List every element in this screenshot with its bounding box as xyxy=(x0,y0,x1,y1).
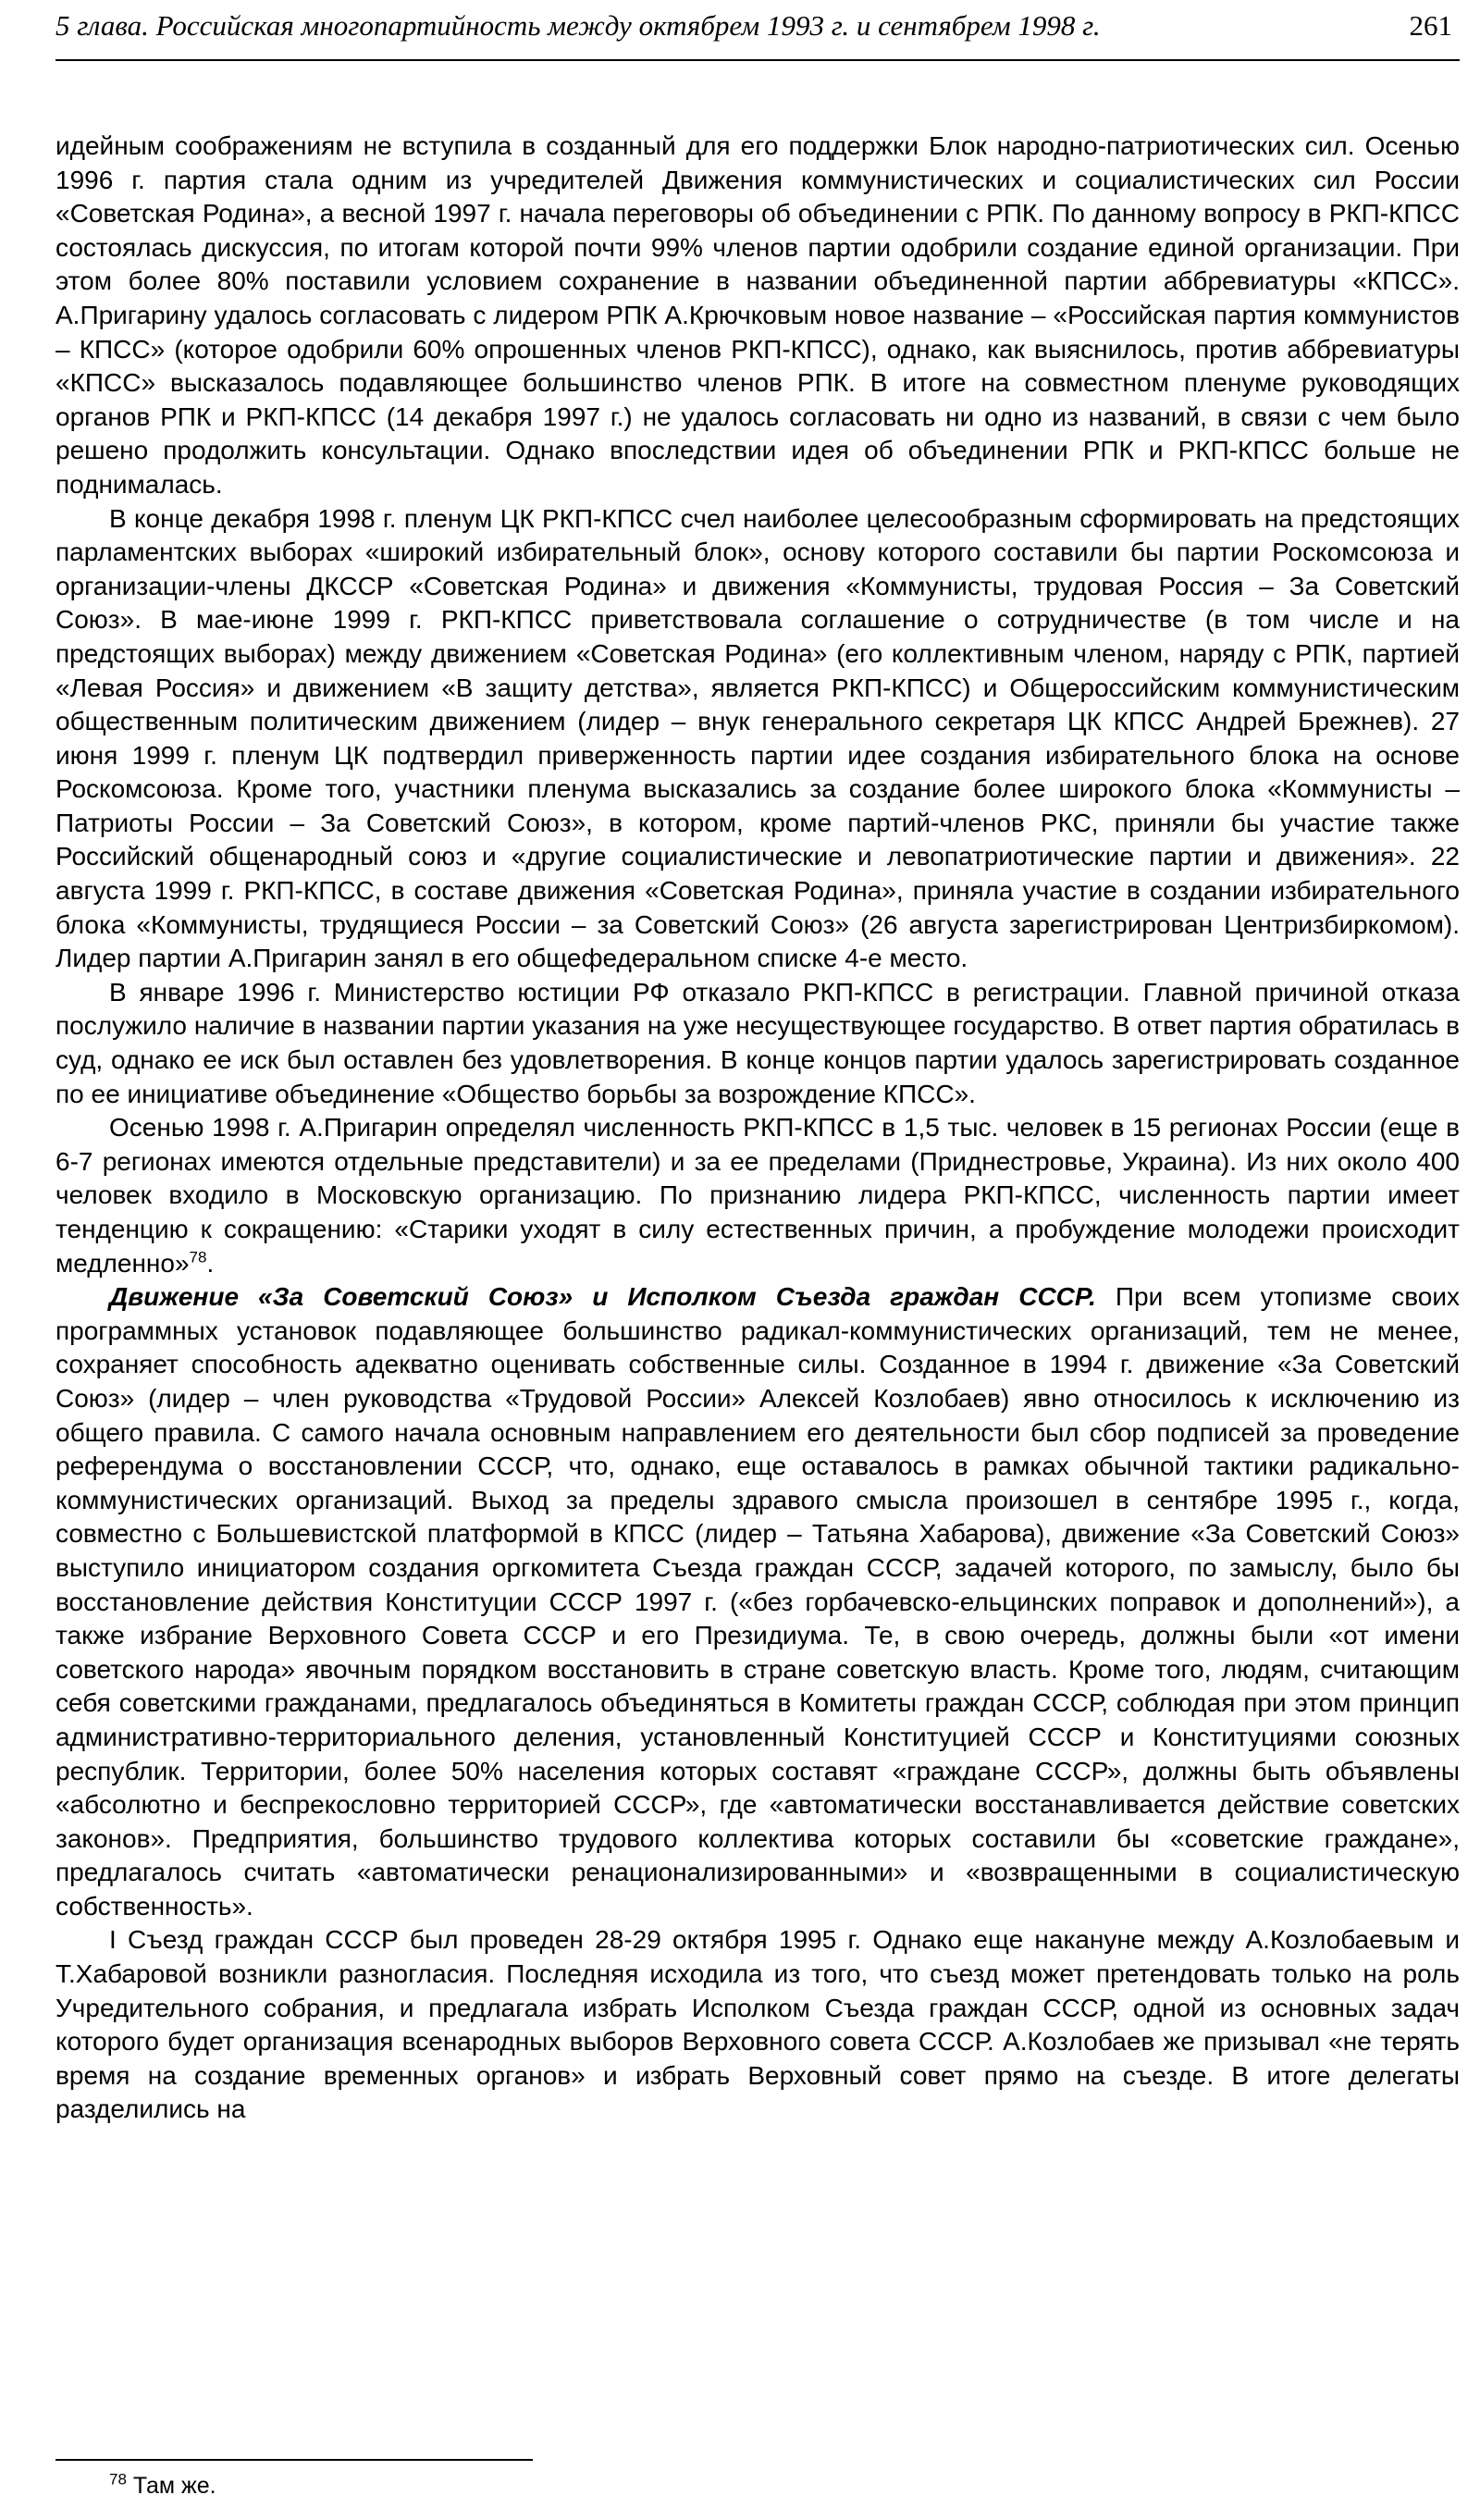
footnote-number: 78 xyxy=(109,2470,127,2489)
footnote xyxy=(109,2470,216,2501)
page-number: 261 xyxy=(1409,9,1452,42)
paragraph-6: I Съезд граждан СССР был проведен 28-29 октября 1995 г. Однако еще накануне между А.Козлобаевым и Т.Хабаровой возникли разногласия. Последняя исходила из того, что съезд может претендовать только на роль Учредительного собрания, и предлагала избрать Исполком Съезда граждан СССР, одной из основных задач которого будет организация всенародных выборов Верховного совета СССР. А.Козлобаев же призывал «не терять время на создание временных органов» и избрать Верховный совет прямо на съезде. В итоге делегаты разделились на xyxy=(56,1925,1460,2124)
running-header xyxy=(56,7,1460,61)
paragraph-3: В январе 1996 г. Министерство юстиции РФ отказало РКП-КПСС в регистрации. Главной причиной отказа послужило наличие в названии партии указания на уже несуществующее государство. В ответ партия обратилась в суд, однако ее иск был оставлен без удовлетворения. В конце концов партии удалось зарегистрировать созданное по ее инициативе объединение «Общество борьбы за возрождение КПСС». xyxy=(56,977,1460,1108)
paragraph-4-end: . xyxy=(206,1248,215,1278)
paragraph-4 xyxy=(56,1111,1460,1280)
footnote-separator xyxy=(56,2459,533,2461)
paragraph-4-text: Осенью 1998 г. А.Пригарин определял численность РКП-КПСС в 1,5 тыс. человек в 15 регионах России (еще в 6-7 регионах имеются отдельные представители) и за ее пределами (Приднестровье, Украина). Из них около 400 человек входило в Московскую организацию. По признанию лидера РКП-КПСС, численность партии имеет тенденцию к сокращению: «Старики уходят в силу естественных причин, а пробуждение молодежи происходит медленно» xyxy=(56,1113,1460,1278)
footnote-reference[interactable]: 78 xyxy=(189,1248,207,1266)
paragraph-1: идейным соображениям не вступила в созданный для его поддержки Блок народно-патриотических сил. Осенью 1996 г. партия стала одним из учредителей Движения коммунистических и социалистических сил России «Советская Родина», а весной 1997 г. начала переговоры об объединении с РПК. По данному вопросу в РКП-КПСС состоялась дискуссия, по итогам которой почти 99% членов партии одобрили создание единой организации. При этом более 80% поставили условием сохранение в названии объединенной партии аббревиатуры «КПСС». А.Пригарину удалось согласовать с лидером РПК А.Крючковым новое название – «Российская партия коммунистов – КПСС» (которое одобрили 60% опрошенных членов РКП-КПСС), однако, как выяснилось, против аббревиатуры «КПСС» высказалось подавляющее большинство членов РПК. В итоге на совместном пленуме руководящих органов РПК и РКП-КПСС (14 декабря 1997 г.) не удалось согласовать ни одно из названий, в связи с чем было решено продолжить консультации. Однако впоследствии идея об объединении РПК и РКП-КПСС больше не поднималась. xyxy=(56,131,1460,499)
paragraph-5 xyxy=(56,1280,1460,1923)
paragraph-5-text: При всем утопизме своих программных установок подавляющее большинство радикал-коммунистических организаций, тем не менее, сохраняет способность адекватно оценивать собственные силы. Созданное в 1994 г. движение «За Советский Союз» (лидер – член руководства «Трудовой России» Алексей Козлобаев) явно относилось к исключению из общего правила. С самого начала основным направлением его деятельности был сбор подписей за проведение референдума о восстановлении СССР, что, однако, еще оставалось в рамках обычной тактики радикально-коммунистических организаций. Выход за пределы здравого смысла произошел в сентябре 1995 г., когда, совместно с Большевистской платформой в КПСС (лидер – Татьяна Хабарова), движение «За Советский Союз» выступило инициатором создания оргкомитета Съезда граждан СССР, задачей которого, по замыслу, было бы восстановление действия Конституции СССР 1997 г. («без горбачевско-ельцинских поправок и дополнений»), а также избрание Верховного Совета СССР и его Президиума. Те, в свою очередь, должны были «от имени советского народа» явочным порядком восстановить в стране советскую власть. Кроме того, людям, считающим себя советскими гражданами, предлагалось объединяться в Комитеты граждан СССР, соблюдая при этом принцип административно-территориального деления, установленный Конституцией СССР и Конституциями союзных республик. Территории, более 50% населения которых составят «граждане СССР», должны быть объявлены «абсолютно и беспрекословно территорией СССР», где «автоматически восстанавливается действие советских законов». Предприятия, большинство трудового коллектива которых составили бы «советские граждане», предлагалось считать «автоматически ренационализированными» и «возвращенными в социалистическую собственность». xyxy=(56,1282,1461,1921)
chapter-title: 5 глава. Российская многопартийность между октябрем 1993 г. и сентябрем 1998 г. xyxy=(56,9,1101,42)
body-text xyxy=(56,130,1460,2127)
paragraph-2: В конце декабря 1998 г. пленум ЦК РКП-КПСС счел наиболее целесообразным сформировать на предстоящих парламентских выборах «широкий избирательный блок», основу которого составили бы партии Роскомсоюза и организации-члены ДКССР «Советская Родина» и движения «Коммунисты, трудовая Россия – За Советский Союз». В мае-июне 1999 г. РКП-КПСС приветствовала соглашение о сотрудничестве (в том числе и на предстоящих выборах) между движением «Советская Родина» (его коллективным членом, наряду с РПК, партией «Левая Россия» и движением «В защиту детства», является РКП-КПСС) и Общероссийским коммунистическим общественным политическим движением (лидер – внук генерального секретаря ЦК КПСС Андрей Брежнев). 27 июня 1999 г. пленум ЦК подтвердил приверженность партии идее создания избирательного блока на основе Роскомсоюза. Кроме того, участники пленума высказались за создание более широкого блока «Коммунисты – Патриоты России – За Советский Союз», в котором, кроме партий-членов РКС, приняли бы участие также Российский общенародный союз и «другие социалистические и левопатриотические партии и движения». 22 августа 1999 г. РКП-КПСС, в составе движения «Советская Родина», приняла участие в создании избирательного блока «Коммунисты, трудящиеся России – за Советский Союз» (26 августа зарегистрирован Центризбиркомом). Лидер партии А.Пригарин занял в его общефедеральном списке 4-е место. xyxy=(56,503,1460,973)
footnote-text: Там же. xyxy=(126,2473,216,2499)
section-run-in-heading: Движение «За Советский Союз» и Исполком Съезда граждан СССР. xyxy=(109,1282,1096,1312)
